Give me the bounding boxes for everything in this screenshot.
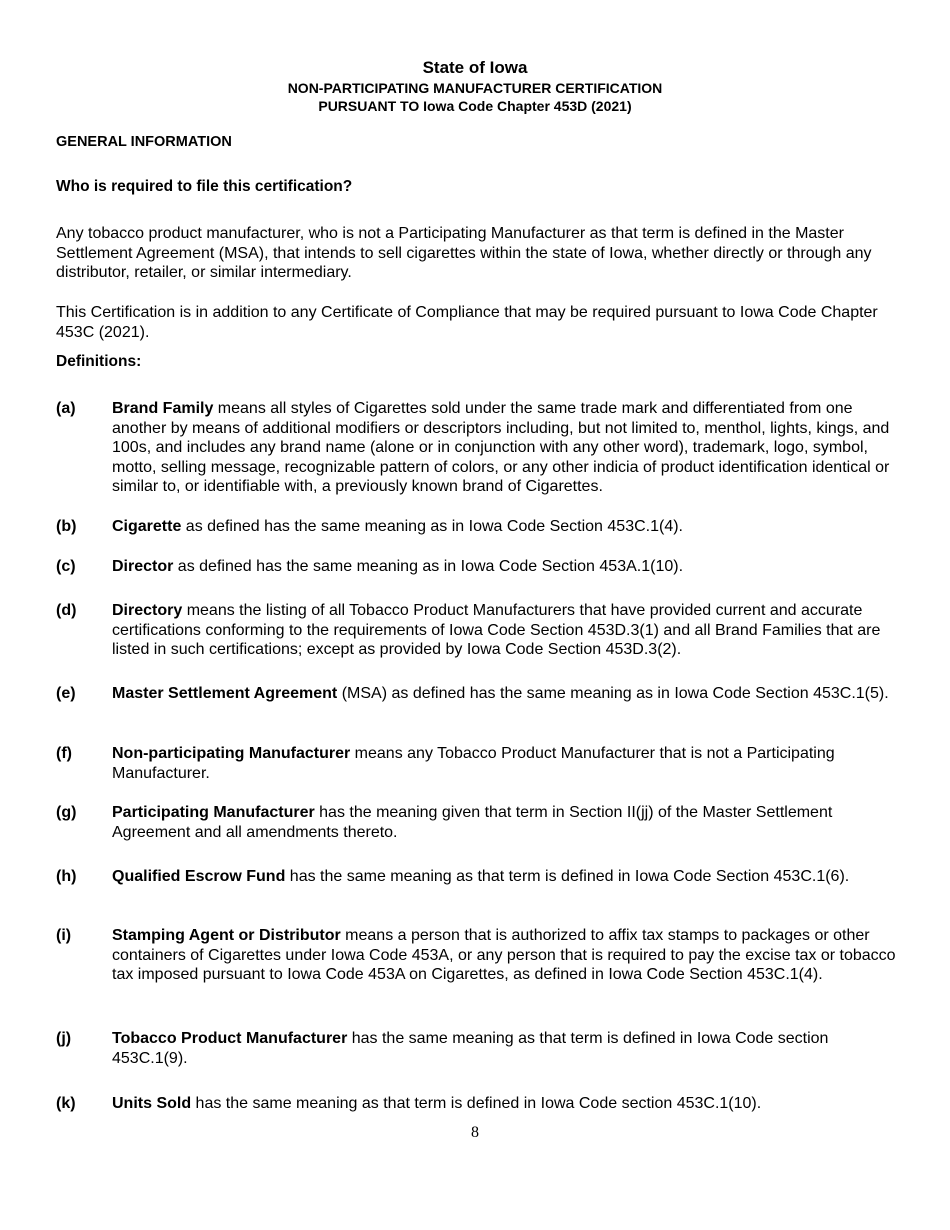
- definition-body: [112, 601, 896, 660]
- definition-term: Master Settlement Agreement: [112, 685, 338, 702]
- definition-term: Brand Family: [112, 400, 214, 417]
- definition-body: [112, 1094, 896, 1114]
- certification-subtitle: PURSUANT TO Iowa Code Chapter 453D (2021): [318, 98, 632, 114]
- definition-body: [112, 926, 896, 985]
- definition-body: [112, 803, 896, 842]
- definition-text: as defined has the same meaning as in Iowa Code Section 453C.1(4).: [181, 518, 683, 535]
- definition-text: as defined has the same meaning as in Iowa Code Section 453A.1(10).: [173, 558, 684, 575]
- question-heading: Who is required to file this certification?: [56, 178, 353, 195]
- definition-letter: (j): [56, 1030, 72, 1047]
- definition-letter: (c): [56, 558, 76, 575]
- definition-letter: (k): [56, 1095, 76, 1112]
- compliance-paragraph: This Certification is in addition to any Certificate of Compliance that may be required pursuant to Iowa Code Chapter 453C (2021).: [56, 304, 878, 341]
- intro-paragraph: Any tobacco product manufacturer, who is not a Participating Manufacturer as that term is defined in the Master Settlement Agreement (MSA), that intends to sell cigarettes within the state of Iowa, whether directly or through any distributor, retailer, or similar intermediary.: [56, 225, 872, 282]
- definition-letter: (h): [56, 868, 77, 885]
- definition-letter: (a): [56, 400, 76, 417]
- general-information-heading: GENERAL INFORMATION: [56, 134, 232, 150]
- certification-title: NON-PARTICIPATING MANUFACTURER CERTIFICATION: [287, 80, 663, 96]
- definition-body: [112, 744, 896, 783]
- definition-text: means a person that is authorized to affix tax stamps to packages or other containers of Cigarettes under Iowa Code 453A, or any person that is required to pay the excise tax or tobacco tax imposed pursuant to Iowa Code 453A on Cigarettes, as defined in Iowa Code Section 453C.1(4).: [112, 927, 896, 984]
- definition-body: [112, 517, 896, 537]
- definition-letter: (b): [56, 518, 77, 535]
- definition-body: [112, 557, 896, 577]
- definition-term: Units Sold: [112, 1095, 192, 1112]
- definition-term: Tobacco Product Manufacturer: [112, 1030, 348, 1047]
- definitions-heading: Definitions:: [56, 353, 142, 370]
- definition-letter: (g): [56, 804, 77, 821]
- definition-letter: (d): [56, 602, 77, 619]
- definition-body: [112, 684, 896, 704]
- page-number: 8: [471, 1124, 479, 1141]
- page-title: State of Iowa: [422, 58, 528, 77]
- definition-text: (MSA) as defined has the same meaning as in Iowa Code Section 453C.1(5).: [337, 685, 889, 702]
- definition-body: [112, 867, 896, 887]
- definition-term: Participating Manufacturer: [112, 804, 315, 821]
- definition-text: means any Tobacco Product Manufacturer that is not a Participating Manufacturer.: [112, 745, 835, 782]
- definition-term: Non-participating Manufacturer: [112, 745, 351, 762]
- definition-text: has the same meaning as that term is defined in Iowa Code section 453C.1(10).: [191, 1095, 762, 1112]
- definition-text: means the listing of all Tobacco Product Manufacturers that have provided current and accurate certifications conforming to the requirements of Iowa Code Section 453D.3(1) and all Brand Families that are listed in such certifications; except as provided by Iowa Code Section 453D.3(2).: [112, 602, 881, 659]
- definition-text: has the same meaning as that term is defined in Iowa Code Section 453C.1(6).: [285, 868, 850, 885]
- definition-letter: (e): [56, 685, 76, 702]
- definition-body: [112, 1029, 896, 1068]
- definition-text: means all styles of Cigarettes sold under the same trade mark and differentiated from one another by means of additional modifiers or descriptors including, but not limited to, menthol, lights, kings, and 100s, and includes any brand name (alone or in conjunction with any other word), trademark, logo, symbol, motto, selling message, recognizable pattern of colors, or any other indicia of product identification identical or similar to, or identifiable with, a previously known brand of Cigarettes.: [112, 400, 890, 496]
- definition-term: Cigarette: [112, 518, 182, 535]
- definition-term: Qualified Escrow Fund: [112, 868, 286, 885]
- definition-text: has the same meaning as that term is defined in Iowa Code section 453C.1(9).: [112, 1030, 829, 1067]
- definition-text: has the meaning given that term in Section II(jj) of the Master Settlement Agreement and all amendments thereto.: [112, 804, 833, 841]
- definition-letter: (i): [56, 927, 72, 944]
- definition-term: Stamping Agent or Distributor: [112, 927, 341, 944]
- definition-term: Director: [112, 558, 174, 575]
- definition-letter: (f): [56, 745, 72, 762]
- definition-term: Directory: [112, 602, 183, 619]
- definition-body: [112, 399, 896, 497]
